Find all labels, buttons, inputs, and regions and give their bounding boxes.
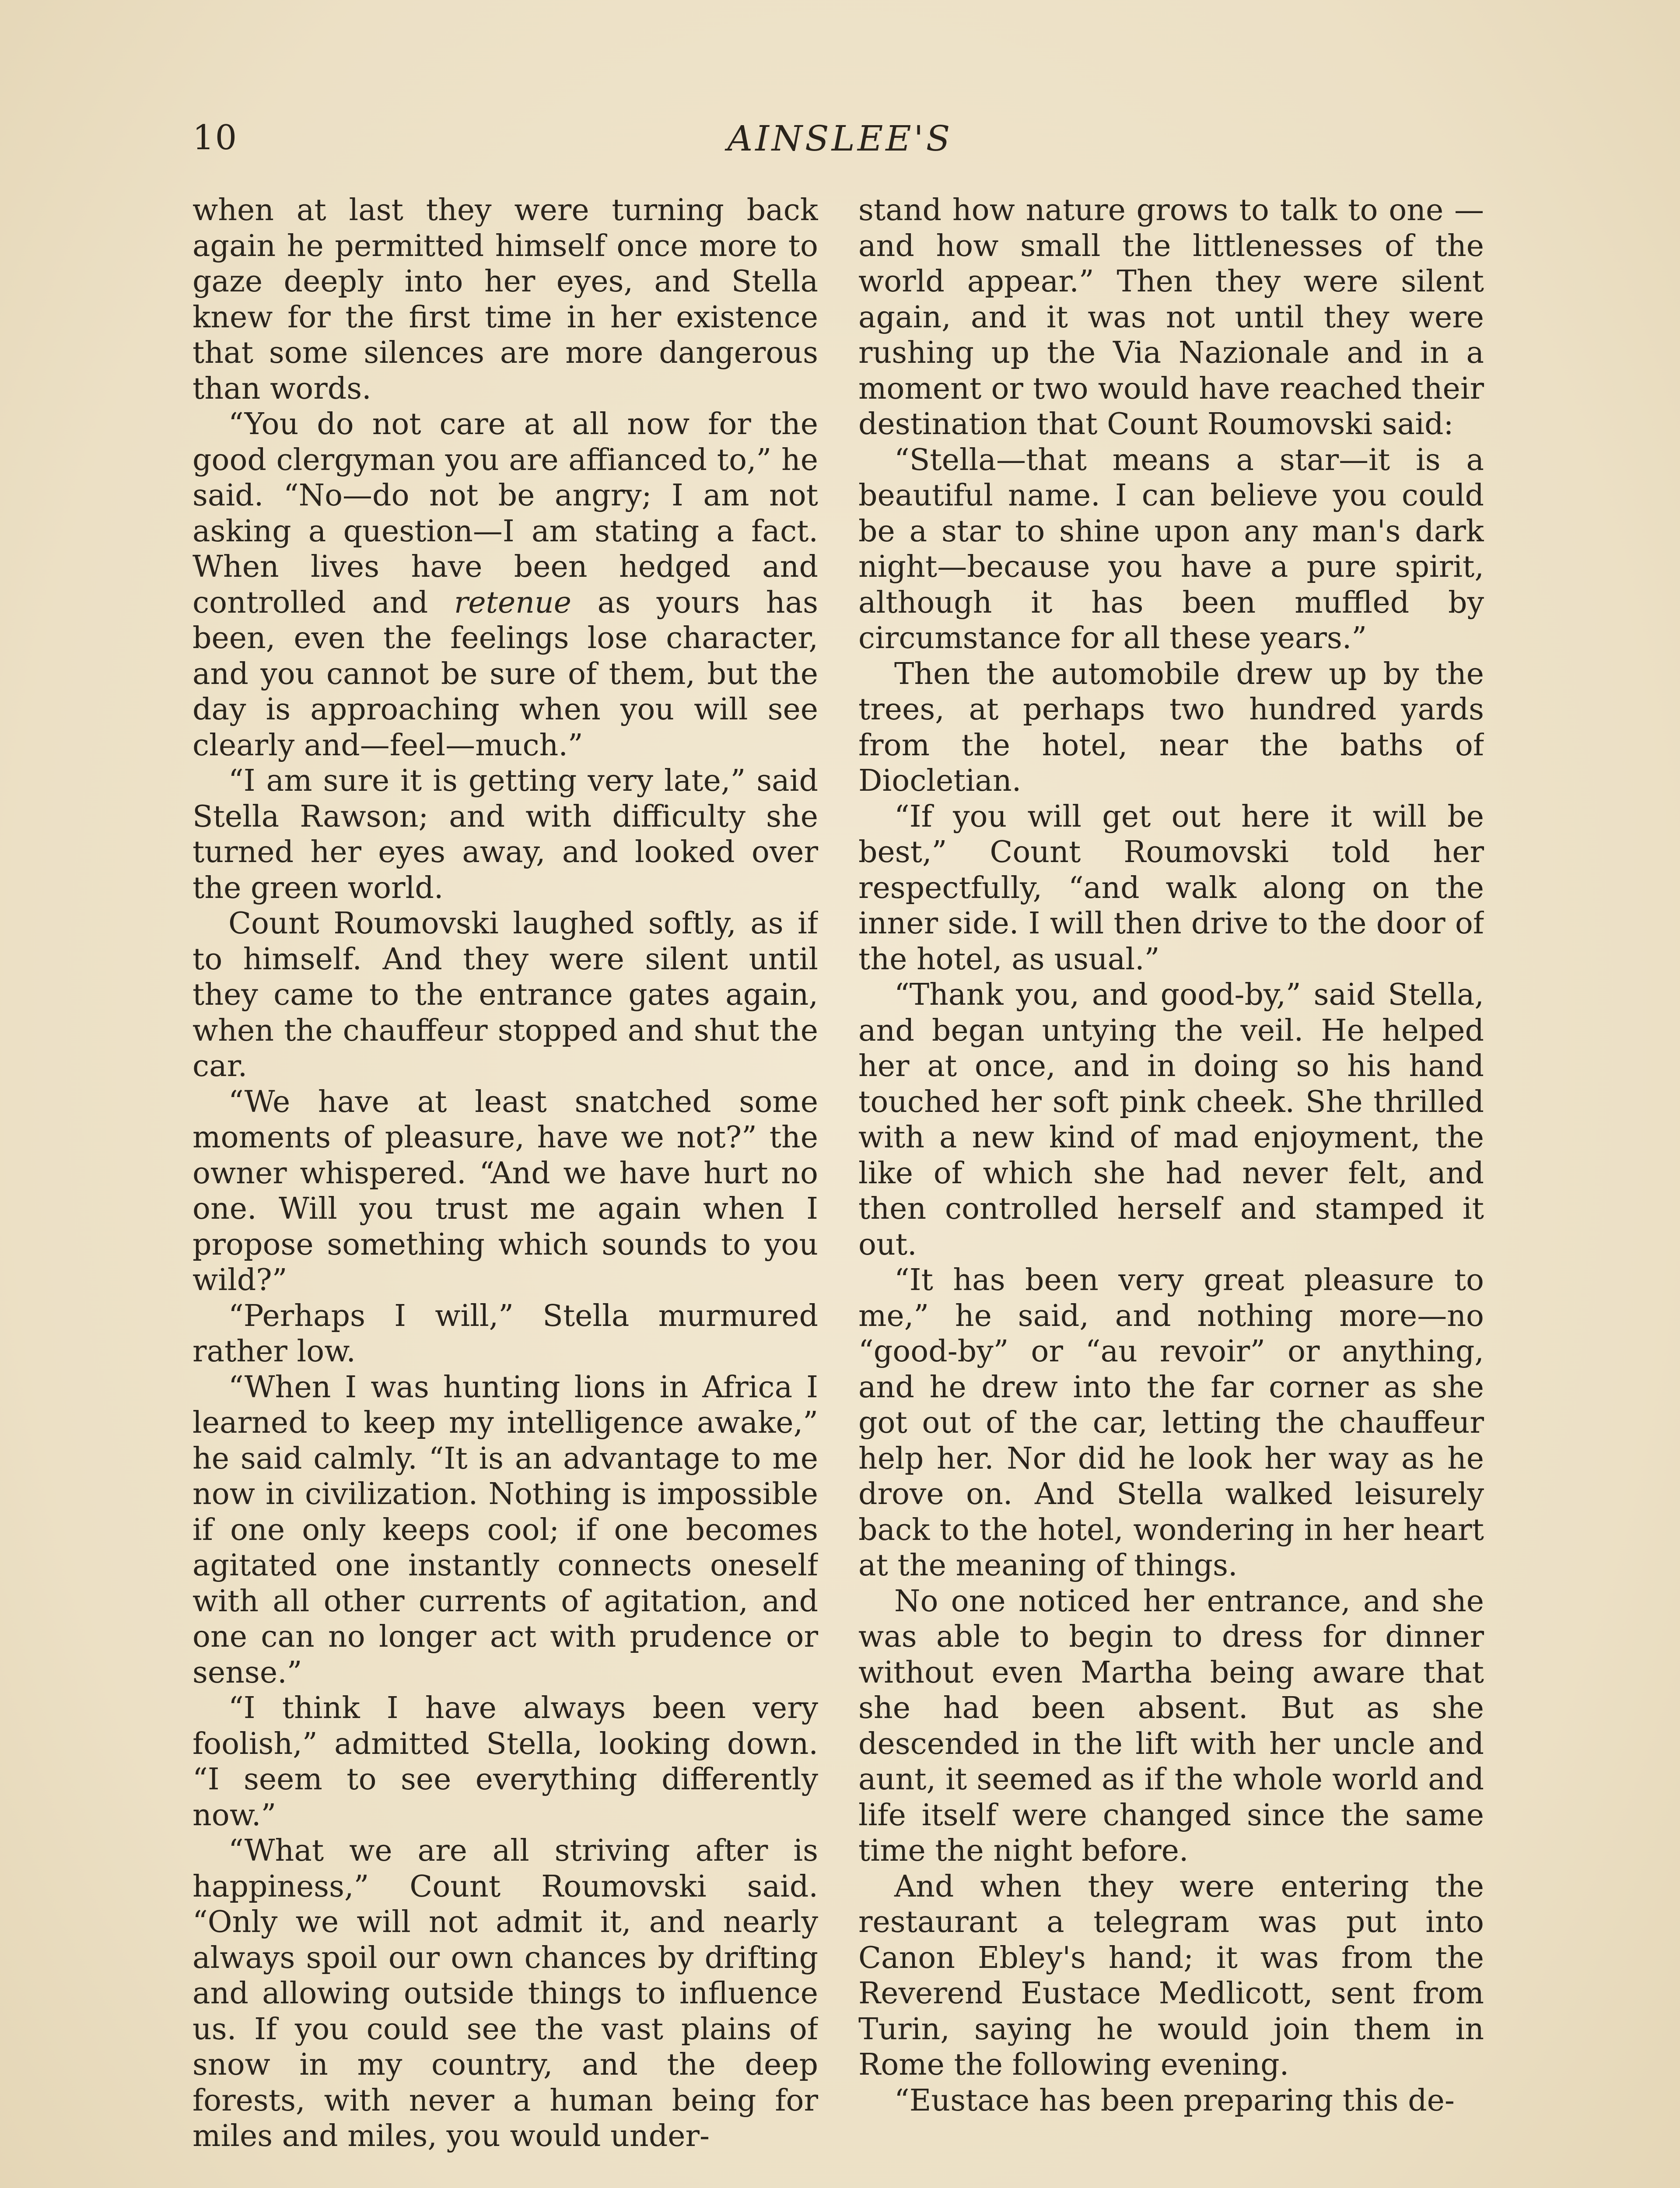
italic-word: retenue [454,585,572,620]
paragraph: Then the automobile drew up by the trees, at perhaps two hundred yards from the hotel, near the baths of Diocletian. [858,656,1484,798]
page-header [192,118,1488,171]
paragraph: “You do not care at all now for the good clergyman you are affianced to,” he said. “No—do not be angry; I am not asking a question—I am stating a fact. When lives have been hedged and controlled and retenue as yours has been, even the feelings lose character, and you cannot be sure of them, but the day is approaching when you will see clearly and—feel—much.” [192,407,818,763]
paragraph: “It has been very great pleasure to me,” he said, and nothing more—no “good-by” or “au revoir” or anything, and he drew into the far corner as she got out of the car, letting the chauffeur help her. Nor did he look her way as he drove on. And Stella walked leisurely back to the hotel, wondering in her heart at the meaning of things. [858,1263,1484,1583]
paragraph: Count Roumovski laughed softly, as if to himself. And they were silent until they came to the entrance gates again, when the chauffeur stopped and shut the car. [192,906,818,1083]
left-text-column [192,193,818,2184]
paragraph: “Perhaps I will,” Stella murmured rather low. [192,1298,818,1369]
paragraph: “When I was hunting lions in Africa I learned to keep my intelligence awake,” he said calmly. “It is an advantage to me now in civilization. Nothing is impossible if one only keeps cool; if one becomes agitated one instantly connects oneself with all other currents of agitation, and one can no longer act with prudence or sense.” [192,1370,818,1690]
paragraph: No one noticed her entrance, and she was able to begin to dress for dinner without even Martha being aware that she had been absent. But as she descended in the lift with her uncle and aunt, it seemed as if the whole world and life itself were changed since the same time the night before. [858,1584,1484,1868]
paragraph: “Eustace has been preparing this de- [894,2083,1455,2118]
paragraph: “I think I have always been very foolish,” admitted Stella, looking down. “I seem to see everything differently now.” [192,1691,818,1833]
paragraph: stand how nature grows to talk to one —and how small the littlenesses of the world appear.” Then they were silent again, and it was not until they were rushing up the Via Nazionale and in a moment or two would have reached their destination that Count Roumovski said: [858,193,1484,442]
page-number: 10 [192,118,238,158]
running-head: AINSLEE'S [727,118,953,159]
paragraph: when at last they were turning back again he permitted himself once more to gaze deeply into her eyes, and Stella knew for the first time in her existence that some silences are more dangerous than words. [192,193,818,406]
paragraph: “If you will get out here it will be best,” Count Roumovski told her respectfully, “and walk along on the inner side. I will then drive to the door of the hotel, as usual.” [858,799,1484,977]
paragraph: “We have at least snatched some moments of pleasure, have we not?” the owner whispered. “And we have hurt no one. Will you trust me again when I propose something which sounds to you wild?” [192,1084,818,1297]
paragraph: And when they were entering the restaurant a telegram was put into Canon Ebley's hand; it was from the Reverend Eustace Medlicott, sent from Turin, saying he would join them in Rome the following evening. [858,1869,1484,2082]
paragraph: “I am sure it is getting very late,” said Stella Rawson; and with difficulty she turned her eyes away, and looked over the green world. [192,764,818,905]
paragraph: “Stella—that means a star—it is a beautiful name. I can believe you could be a star to shine upon any man's dark night—because you have a pure spirit, although it has been muffled by circumstance for all these years.” [858,442,1484,656]
paragraph: “What we are all striving after is happiness,” Count Roumovski said. “Only we will not admit it, and nearly always spoil our own chances by drifting and allowing outside things to influence us. If you could see the vast plains of snow in my country, and the deep forests, with never a human being for miles and miles, you would under- [192,1834,818,2153]
right-text-column [858,193,1484,2184]
paragraph: “Thank you, and good-by,” said Stella, and began untying the veil. He helped her at once, and in doing so his hand touched her soft pink cheek. She thrilled with a new kind of mad enjoyment, the like of which she had never felt, and then controlled herself and stamped it out. [858,978,1484,1262]
